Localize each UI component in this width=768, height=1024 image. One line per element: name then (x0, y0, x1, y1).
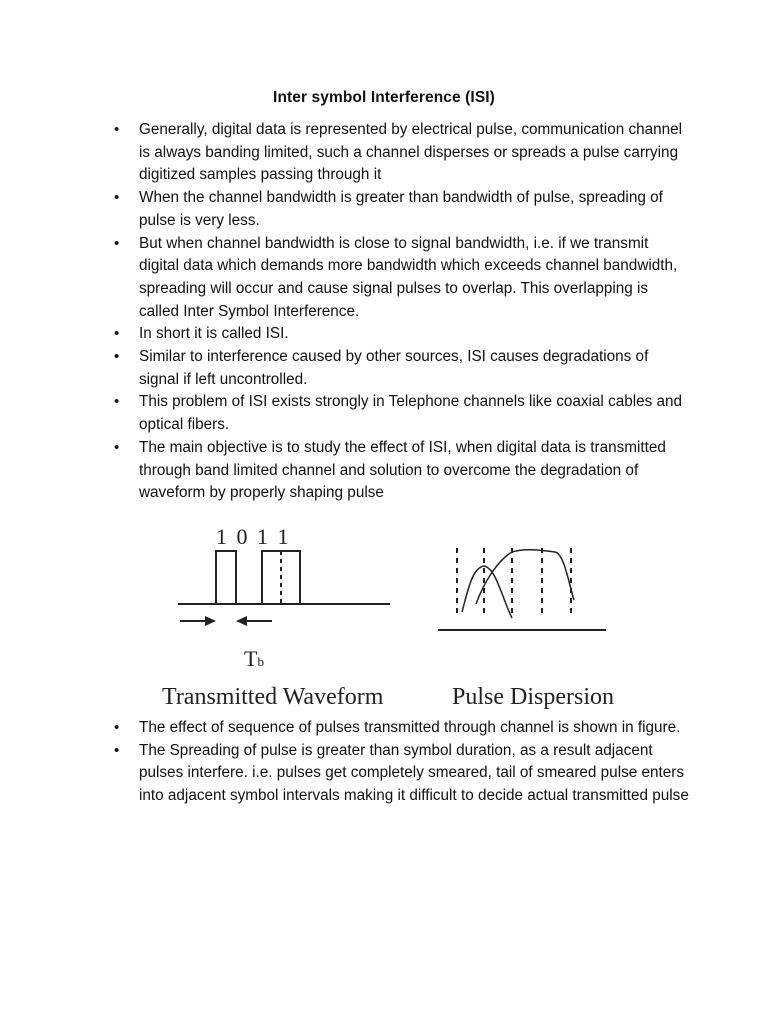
bullet-list-top (112, 119, 692, 505)
list-item (112, 346, 692, 391)
list-item-text: The effect of sequence of pulses transmitted through channel is shown in figure. (139, 719, 681, 736)
list-item-text: Similar to interference caused by other sources, ISI causes degradations of signal if left uncontrolled. (139, 348, 649, 388)
bit-sequence: 1 0 1 1 (216, 524, 291, 549)
tb-main: T (244, 646, 258, 671)
list-item (112, 119, 692, 187)
list-item-text: The Spreading of pulse is greater than symbol duration, as a result adjacent pulses interfere. i.e. pulses get completely smeared, tail of smeared pulse enters into adjacent symbol intervals making it difficult to decide actual transmitted pulse (139, 741, 689, 805)
dispersed-pulse-1 (462, 566, 512, 618)
caption-transmitted: Transmitted Waveform (162, 684, 384, 710)
bullet-icon: • (114, 348, 120, 366)
transmitted-waveform (178, 551, 390, 626)
bullet-icon: • (114, 189, 120, 207)
caption-dispersion: Pulse Dispersion (452, 684, 614, 710)
bullet-icon: • (114, 393, 120, 411)
list-item-text: But when channel bandwidth is close to signal bandwidth, i.e. if we transmit digital data which demands more bandwidth which exceeds channel bandwidth, spreading will occur and cause signal pulses to overlap. This overlapping is called Inter Symbol Interference. (139, 234, 678, 320)
pulse-1 (216, 551, 236, 604)
list-item-text: Generally, digital data is represented by electrical pulse, communication channel is always banding limited, such a channel disperses or spreads a pulse carrying digitized samples passing through it (139, 121, 683, 184)
arrowhead-left (236, 616, 247, 626)
list-item-text: This problem of ISI exists strongly in Telephone channels like coaxial cables and optical fibers. (139, 393, 683, 434)
list-item (112, 717, 692, 740)
list-item-text: The main objective is to study the effect of ISI, when digital data is transmitted through band limited channel and solution to overcome the degradation of waveform by properly shaping pulse (139, 438, 666, 502)
symbol-duration-label (244, 646, 264, 672)
list-item (112, 187, 692, 232)
list-item (112, 323, 692, 346)
list-item (112, 391, 692, 436)
bullet-icon: • (114, 438, 120, 456)
isi-figure (150, 520, 640, 720)
bullet-icon: • (114, 719, 120, 736)
list-item-text: When the channel bandwidth is greater than bandwidth of pulse, spreading of pulse is very less. (139, 189, 663, 229)
bullet-icon: • (114, 121, 120, 138)
bullet-icon: • (114, 234, 120, 252)
arrowhead-right (205, 616, 216, 626)
list-item (112, 437, 692, 505)
dispersed-pulse-2 (476, 550, 574, 604)
tb-subscript: b (257, 654, 264, 669)
bullet-icon: • (114, 325, 120, 343)
list-item (112, 233, 692, 324)
bullet-list-bottom (112, 717, 692, 808)
list-item (112, 740, 692, 808)
page-title: Inter symbol Interference (ISI) (273, 89, 495, 106)
list-item-text: In short it is called ISI. (139, 325, 289, 343)
bullet-icon: • (114, 741, 120, 759)
pulse-dispersion (438, 548, 606, 630)
